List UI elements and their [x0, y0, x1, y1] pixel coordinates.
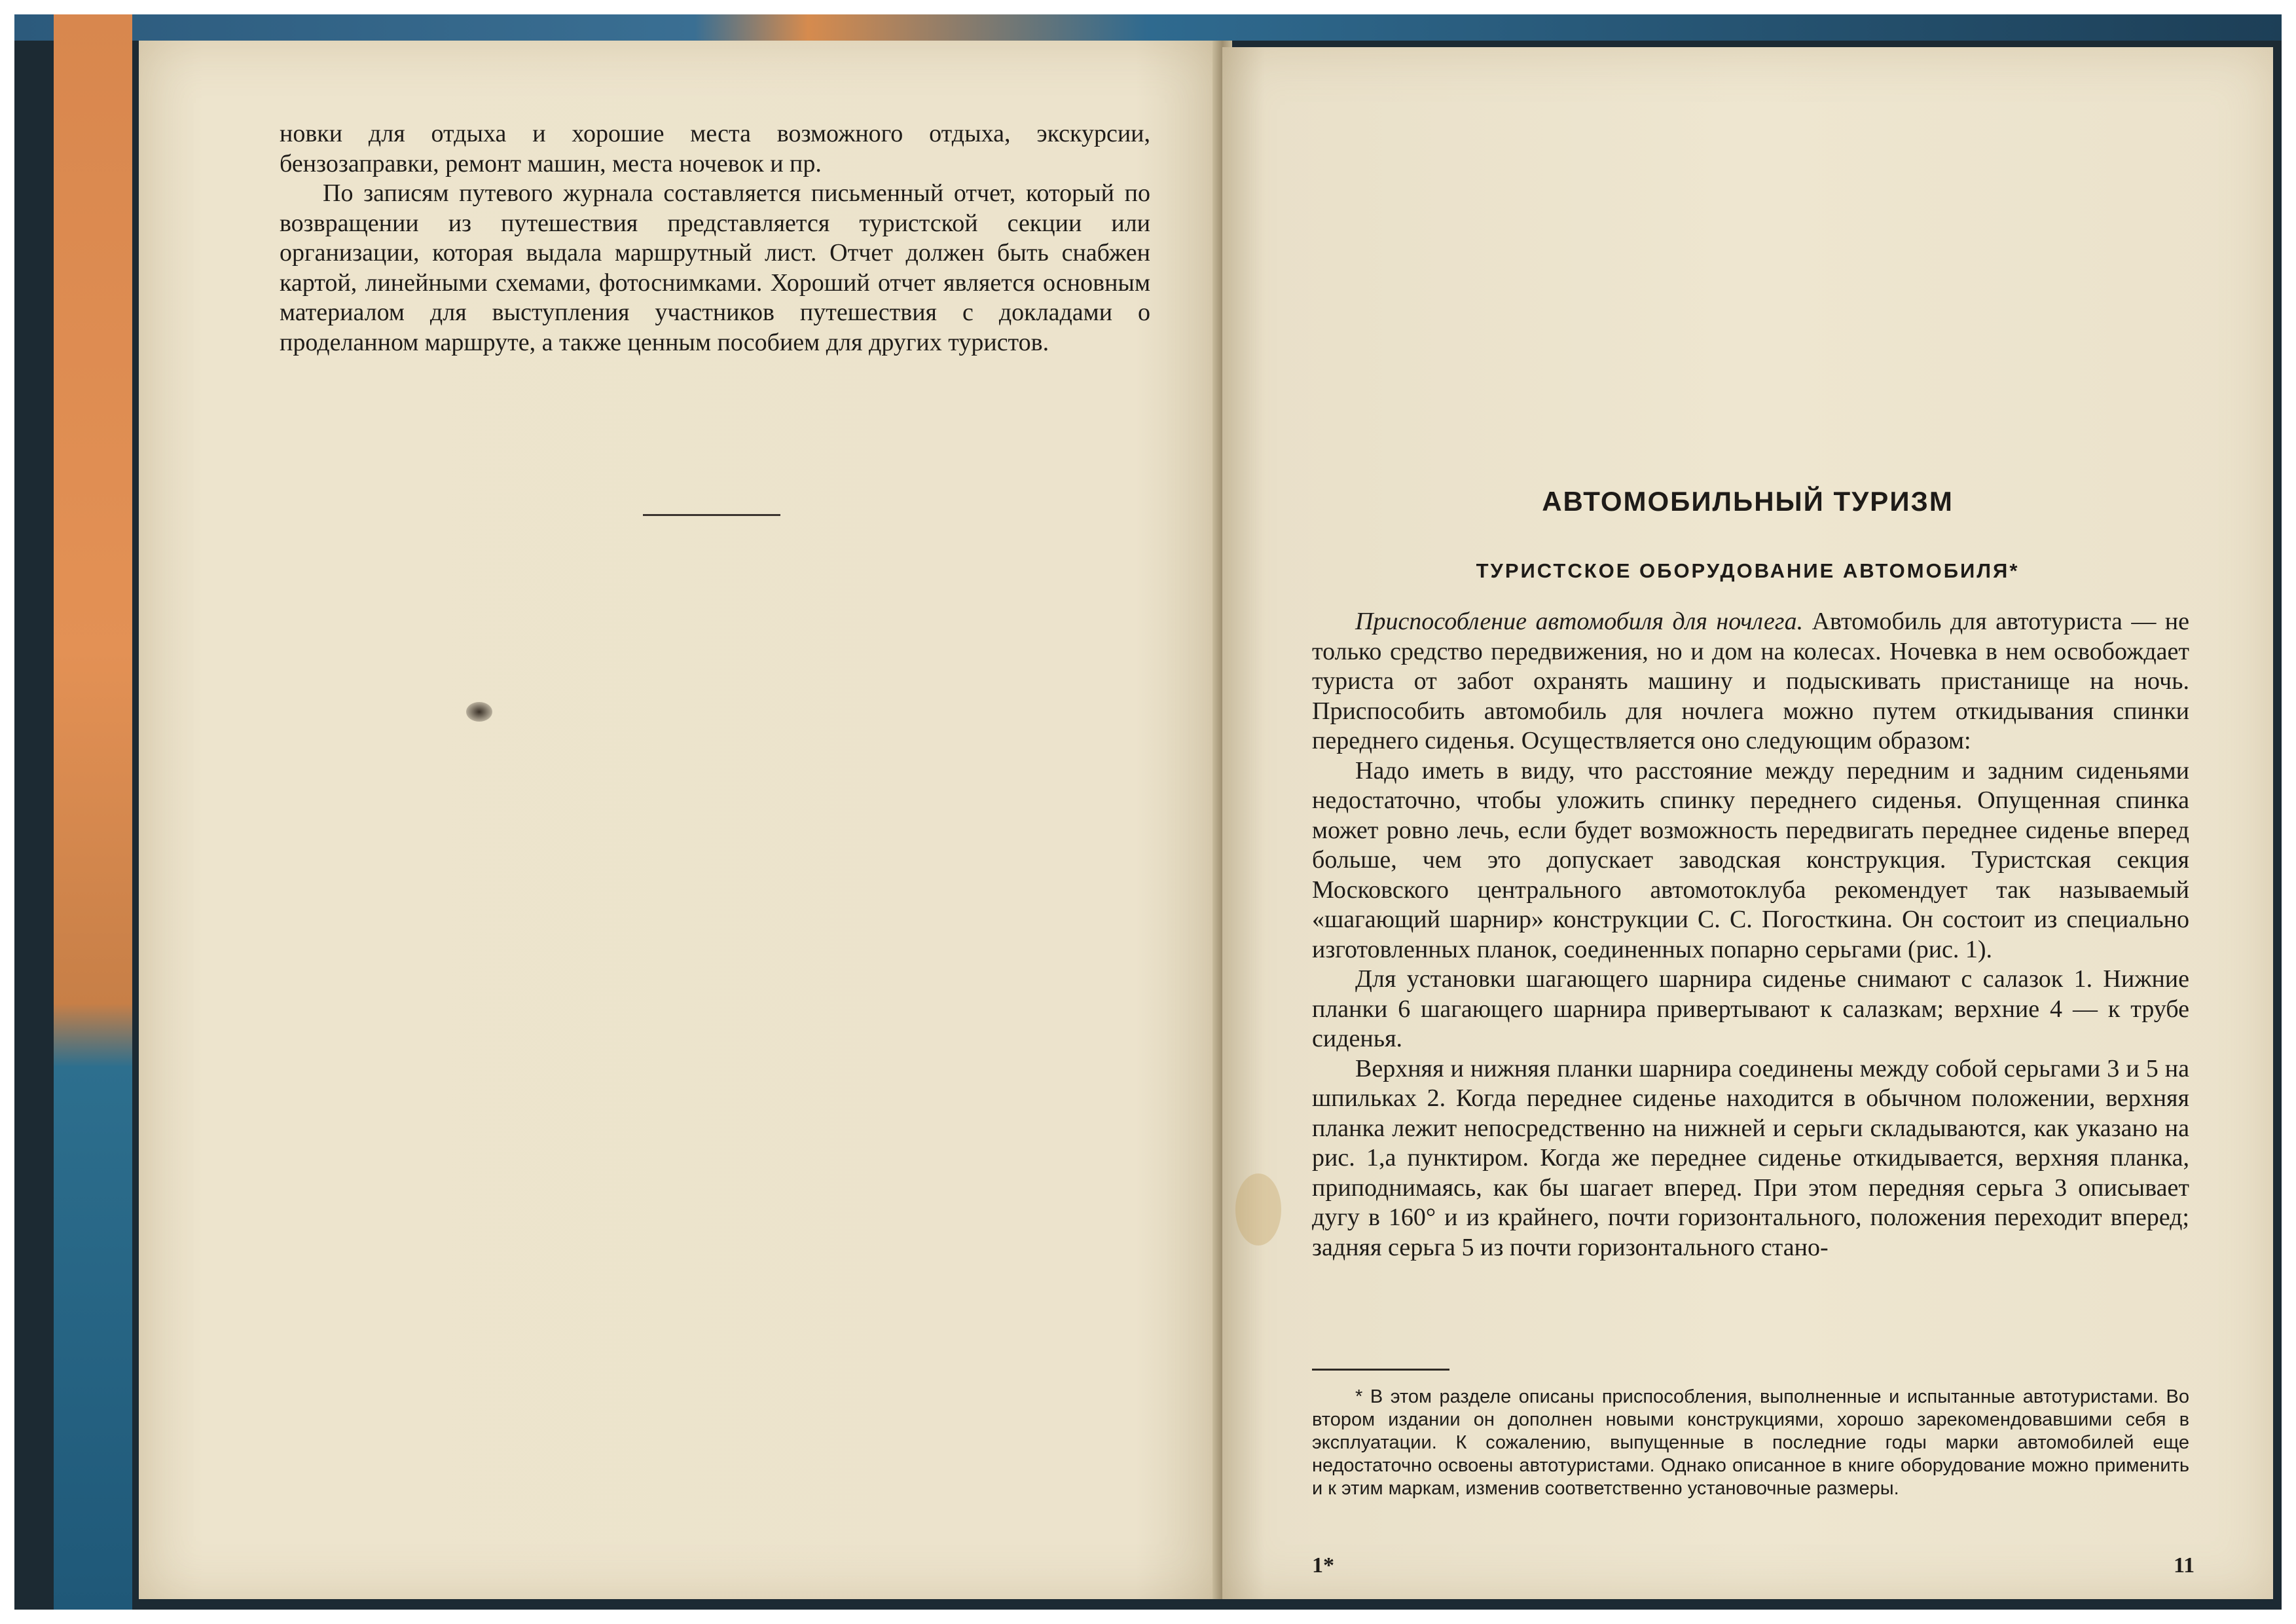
chapter-heading: АВТОМОБИЛЬНЫЙ ТУРИЗМ: [1542, 486, 1954, 517]
paper-stain: [1235, 1173, 1281, 1246]
page-number: 11: [2174, 1553, 2195, 1578]
section-end-rule: [643, 514, 780, 516]
footnote-text: * В этом разделе описаны приспособления, выполненные и испытанные автотуристами. Во втором издании он дополнен новыми конструкциями, хорошо зарекомендовавшими себя в эксплуатации. К сожалению, выпущенные в последние годы марки автомобилей еще недостаточно освоены автотуристами. Однако описанное в книге оборудование можно применить и к этим маркам, изменив соответственно установочные размеры.: [1312, 1386, 2189, 1499]
paragraph: Надо иметь в виду, что расстояние между передним и задним сиденьями недостаточно, чтобы уложить спинку переднего сиденья. Опущенная спинка может ровно лечь, если будет возможность передвигать переднее сиденье вперед больше, чем это допускает заводская конструкция. Туристская секция Московского центрального автомотоклуба рекомендует так называемый «шагающий шарнир» конструкции С. С. Погосткина. Он состоит из специально изготовленных планок, соединенных попарно серьгами (рис. 1).: [1312, 756, 2189, 963]
book-cover-edge: [14, 14, 2282, 41]
book-cover-spine: [54, 14, 132, 1610]
book-scan: [14, 14, 2282, 1610]
footnote-rule: [1312, 1369, 1449, 1371]
paragraph: По записям путевого журнала составляется письменный отчет, который по возвращении из путешествия представляется туристской секции или организации, которая выдала маршрутный лист. Отчет должен быть снабжен картой, линейными схемами, фотоснимками. Хороший отчет является основным материалом для выступления участников путешествия с докладами о проделанном маршруте, а также ценным пособием для других туристов.: [280, 179, 1150, 356]
paragraph: Для установки шагающего шарнира сиденье снимают с салазок 1. Нижние планки 6 шагающего шарнира привертывают к салазкам; верхние 4 — к трубе сиденья.: [1312, 965, 2189, 1052]
paragraph: [1312, 607, 2189, 756]
left-page-text: [280, 119, 1150, 358]
ink-blot: [466, 702, 492, 722]
left-page: [139, 41, 1222, 1599]
right-page: [1222, 47, 2273, 1599]
paragraph-body: Автомобиль для автотуриста — не только средство передвижения, но и дом на колесах. Ночевка в нем освобождает туриста от забот охранять машину и подыскивать пристанище на ночь. Приспособить автомобиль для ночлега можно путем откидывания спинки переднего сиденья. Осуществляется оно следующим образом:: [1312, 608, 2189, 754]
section-heading: ТУРИСТСКОЕ ОБОРУДОВАНИЕ АВТОМОБИЛЯ*: [1476, 559, 2020, 582]
right-page-text: [1312, 607, 2189, 1263]
signature-mark: 1*: [1312, 1553, 1334, 1578]
paragraph: новки для отдыха и хорошие места возможного отдыха, экскурсии, бензозаправки, ремонт машин, места ночевок и пр.: [280, 120, 1150, 177]
paragraph-lead: Приспособление автомобиля для ночлега.: [1355, 608, 1804, 635]
paragraph: Верхняя и нижняя планки шарнира соединены между собой серьгами 3 и 5 на шпильках 2. Когда переднее сиденье находится в обычном положении, верхняя планка лежит непосредственно на нижней и серьги складываются, как указано на рис. 1,а пунктиром. Когда же переднее сиденье откидывается, верхняя планка, приподнимаясь, как бы шагает вперед. При этом передняя серьга 3 описывает дугу в 160° и из крайнего, почти горизонтального, положения переходит вперед; задняя серьга 5 из почти горизонтального стано-: [1312, 1054, 2189, 1261]
footnote: [1312, 1386, 2189, 1500]
